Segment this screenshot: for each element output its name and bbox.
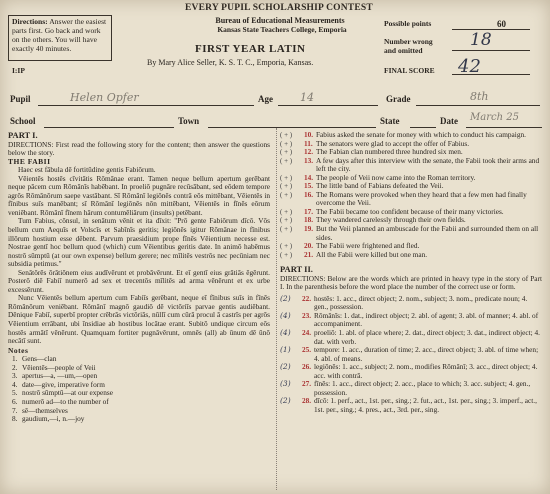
note-text: nostrō sūmptū—at our expense xyxy=(22,388,113,398)
part2-directions: DIRECTIONS: Below are the words which are printed in heavy type in the story of Part I. In the parenthesis before the word place the number of the correct use or form. xyxy=(280,273,542,292)
note-text: date—give, imperative form xyxy=(22,379,105,389)
tf-item xyxy=(280,225,542,242)
pupil-value[interactable]: Helen Opfer xyxy=(70,91,139,104)
item-number: 27. xyxy=(302,379,312,389)
tf-item xyxy=(280,191,542,208)
town-label: Town xyxy=(178,116,200,126)
part1-directions: DIRECTIONS: First read the following story for the content; then answer the questions below the story. xyxy=(8,139,270,158)
part2-item xyxy=(280,397,542,414)
item-text: The Fabii became too confident because of their many victories. xyxy=(316,206,504,216)
tf-item xyxy=(280,251,542,260)
item-number: 25. xyxy=(302,345,312,355)
part2-title: PART II. xyxy=(280,264,313,275)
item-number: 24. xyxy=(302,328,312,338)
column-divider xyxy=(276,128,277,490)
part1-title: PART I. xyxy=(8,130,38,140)
grade-value[interactable]: 8th xyxy=(470,90,489,103)
school-label: School xyxy=(10,116,36,126)
note-number: 4. xyxy=(12,379,18,389)
note-number: 5. xyxy=(12,388,18,398)
tf-item xyxy=(280,157,542,174)
true-false-column xyxy=(280,131,542,415)
item-text: tempore: 1. acc., duration of time; 2. acc., direct object; 3. abl. of time when; 4. abl. of means. xyxy=(314,345,539,363)
item-text: But the Veii planned an ambuscade for the Fabii and surrounded them on all sides. xyxy=(316,224,539,242)
answer-blank[interactable]: ( + ) xyxy=(280,242,293,251)
note-number: 6. xyxy=(12,396,18,406)
story-paragraph: Tum Fabius, cōnsul, in senātum vēnit et ita dīxit: "Prō gente Fabiōrum dīcō. Vōs bellum cum Aequīs et Volscīs et Sabīnīs geritis; legiōnēs igitur Rōmānae in fīnibus illōrum hostium esse dēbent. Parvum praesidium prope fīnēs Vēientium necesse est. Nostrae gentī hoc bellum quod (which) cum Vēientibus geritis date. In animō habēmus nostrō sūmptū (at our own expense) bellum gerere; nec mīlitēs vestrōs nec pecūniam nec subsidia petimus." xyxy=(8,216,270,269)
answer-blank[interactable]: (4) xyxy=(280,310,291,320)
answer-blank[interactable]: ( + ) xyxy=(280,148,293,157)
directions-text: Answer the easiest parts first. Go back and work on the others. You will have exactly 40 minutes. xyxy=(12,17,107,53)
answer-blank[interactable]: ( + ) xyxy=(280,207,293,216)
contest-title: EVERY PUPIL SCHOLARSHIP CONTEST xyxy=(185,3,373,13)
number-wrong-label: Number wrong and omitted xyxy=(384,37,433,55)
story-paragraph: Vēientēs hostēs cīvitātis Rōmānae erant. Tamen neque bellum apertum gerēbant neque pācem cum Rōmānīs habēbant. In proeliō pugnāre recūsābant, sed eōdem tempore agrōs Rōmānōrum saepe vastābant. Sī Rōmānī legiōnēs contrā eōs mittēbant, Vēientēs in fīnibus suīs manēbant; sī Rōmānī legiōnēs nōn mittēbant, Vēientēs in fīnēs eōrum veniēbant. Rōmānī fīnem hārum contumēliārum (insults) petēbant. xyxy=(8,173,270,217)
item-text: The Fabian clan numbered three hundred six men. xyxy=(316,147,463,157)
part2-item xyxy=(280,380,542,397)
note-text: sē—themselves xyxy=(22,405,68,415)
date-line xyxy=(466,127,542,128)
item-number: 18. xyxy=(304,215,314,225)
answer-blank[interactable]: (2) xyxy=(280,293,291,303)
possible-points-label: Possible points xyxy=(384,19,432,28)
note-number: 8. xyxy=(12,414,18,424)
answer-blank[interactable]: ( + ) xyxy=(280,131,293,139)
number-wrong-value: 18 xyxy=(470,30,492,50)
item-text: Fabius asked the senate for money with which to conduct his campaign. xyxy=(316,130,526,139)
pupil-line xyxy=(38,105,254,106)
item-number: 15. xyxy=(304,181,314,191)
date-label: Date xyxy=(440,116,458,126)
item-text: fīnēs: 1. acc., direct object; 2. acc., place to which; 3. acc. subject; 4. gen., possession. xyxy=(314,379,531,397)
state-line xyxy=(410,127,436,128)
item-text: A few days after this interview with the senate, the Fabii took their arms and left the city. xyxy=(316,155,540,174)
note-text: Vēientēs—people of Veii xyxy=(22,362,96,372)
story-paragraph: Haec est fābula dē fortitūdine gentis Fabiōrum. xyxy=(18,165,156,175)
answer-blank[interactable]: (4) xyxy=(280,328,291,338)
form-code: I:IP xyxy=(12,66,25,75)
final-score-value: 42 xyxy=(458,56,481,77)
item-number: 10. xyxy=(304,130,314,139)
number-wrong-line xyxy=(452,50,530,51)
part2-item xyxy=(280,363,542,380)
possible-points-value: 60 xyxy=(497,19,506,29)
item-number: 23. xyxy=(302,310,312,320)
note-text: Gens—clan xyxy=(22,354,57,364)
answer-blank[interactable]: ( + ) xyxy=(280,139,293,148)
story-paragraph: Senātōrēs ōrātiōnem eius audīvērunt et probāvērunt. Et eī gentī eius grātiās ēgērunt. Posterō diē Fabiī numerō ad sex et trecentōs mīlitēs ad arma vēnērunt et ex urbe excessērunt. xyxy=(8,267,270,294)
note-number: 7. xyxy=(12,405,18,415)
part2-item xyxy=(280,329,542,346)
notes-list xyxy=(8,355,270,423)
grade-line xyxy=(416,105,540,106)
grade-label: Grade xyxy=(386,94,411,104)
note-item xyxy=(12,415,270,424)
item-text: hostēs: 1. acc., direct object; 2. nom., subject; 3. nom., predicate noun; 4. gen., possession. xyxy=(314,293,528,312)
item-number: 16. xyxy=(304,189,314,199)
part2-item xyxy=(280,295,542,312)
answer-blank[interactable]: (1) xyxy=(280,345,291,355)
note-text: numerō ad—to the number of xyxy=(22,396,109,406)
answer-blank[interactable]: (3) xyxy=(280,379,291,389)
item-text: Rōmānīs: 1. dat., indirect object; 2. abl. of agent; 3. abl. of manner; 4. abl. of accompaniment. xyxy=(314,310,539,329)
item-number: 14. xyxy=(304,172,314,182)
bureau-name: Bureau of Educational Measurements xyxy=(215,16,345,25)
directions-box xyxy=(8,15,112,61)
part2-item xyxy=(280,346,542,363)
story-paragraph: Nunc Vēientēs bellum apertum cum Fabiīs gerēbant, neque eī fīnibus suīs in fīnēs Rōmānōrum veniēbant. Rōmānī magnō gaudiō dē victōriīs parvae gentis audiēbant. Dēnique Fabiī, superbī propter crēbrās victōriās, nūllī cum cūrā procul ā castrīs per agrōs Vēientium errābant, ubi īnsidiae ab hostibus locātae erant. Subitō undique circum eōs hostēs armātī vēnērunt. Quamquam fortiter pugnāvērunt, omnēs (all) ab ūnum dē ūnō necātī sunt. xyxy=(8,293,270,346)
item-number: 13. xyxy=(304,155,314,165)
item-number: 28. xyxy=(302,396,312,406)
item-number: 17. xyxy=(304,206,314,216)
item-number: 22. xyxy=(302,293,312,303)
final-score-label: FINAL SCORE xyxy=(384,66,435,75)
notes-title: Notes xyxy=(8,345,29,355)
answer-blank[interactable]: ( + ) xyxy=(280,225,293,234)
item-text: The Fabii were frightened and fled. xyxy=(316,241,420,251)
answer-blank[interactable]: ( + ) xyxy=(280,250,293,259)
item-text: The little band of Fabians defeated the Veii. xyxy=(316,181,444,191)
answer-blank[interactable]: ( + ) xyxy=(280,182,293,191)
note-text: gaudium,—i, n.—joy xyxy=(22,414,85,424)
item-number: 11. xyxy=(304,138,313,148)
author-line: By Mary Alice Seller, K. S. T. C., Emporia, Kansas. xyxy=(147,58,314,67)
item-text: proeliō: 1. abl. of place where; 2. dat., direct object; 3. dat., indirect object; 4. dat. with verb. xyxy=(314,328,540,346)
item-text: dīcō: 1. perf., act., 1st. per., sing.; 2. fut., act., 1st. per., sing.; 3. imperf., act., 1st. per., sing.; 4. pres., act., 3rd. per., sing. xyxy=(314,396,537,414)
answer-blank[interactable]: (2) xyxy=(280,396,291,406)
age-line xyxy=(278,105,378,106)
age-label: Age xyxy=(258,94,273,104)
town-line xyxy=(208,127,376,128)
note-number: 2. xyxy=(12,362,18,372)
answer-blank[interactable]: ( + ) xyxy=(280,216,293,225)
college-name: Kansas State Teachers College, Emporia xyxy=(217,25,347,34)
story-title: THE FABII xyxy=(8,156,51,166)
item-text: legiōnēs: 1. acc., subject; 2. nom., modifies Rōmānī; 3. acc., direct object; 4. acc. with contrā. xyxy=(314,362,538,380)
part2-item xyxy=(280,312,542,329)
item-text: All the Fabii were killed but one man. xyxy=(316,249,428,259)
directions-label: Directions: xyxy=(12,17,48,26)
note-number: 1. xyxy=(12,354,18,364)
note-number: 3. xyxy=(12,371,18,381)
answer-blank[interactable]: ( + ) xyxy=(280,190,293,199)
item-text: The people of Veii now came into the Roman territory. xyxy=(316,172,476,182)
age-value[interactable]: 14 xyxy=(300,91,314,104)
pupil-label: Pupil xyxy=(10,94,31,104)
item-number: 21. xyxy=(304,249,314,259)
item-text: The senators were glad to accept the offer of Fabius. xyxy=(316,138,470,148)
item-text: The Romans were provoked when they heard that a few men had finally overcome the Veii. xyxy=(316,189,527,208)
answer-blank[interactable]: ( + ) xyxy=(280,173,293,182)
school-line xyxy=(44,127,174,128)
note-text: apertus—a, —um,—open xyxy=(22,371,98,381)
item-number: 19. xyxy=(304,224,314,234)
date-value[interactable]: March 25 xyxy=(470,112,519,123)
answer-blank[interactable]: (2) xyxy=(280,362,291,372)
answer-blank[interactable]: ( + ) xyxy=(280,156,293,165)
item-text: They wandered carelessly through their own fields. xyxy=(316,215,466,225)
item-number: 26. xyxy=(302,362,312,372)
test-title: FIRST YEAR LATIN xyxy=(195,43,306,55)
part2-list xyxy=(280,295,542,415)
state-label: State xyxy=(380,116,400,126)
item-number: 12. xyxy=(304,147,314,157)
part1-column xyxy=(8,131,270,424)
item-number: 20. xyxy=(304,241,314,251)
